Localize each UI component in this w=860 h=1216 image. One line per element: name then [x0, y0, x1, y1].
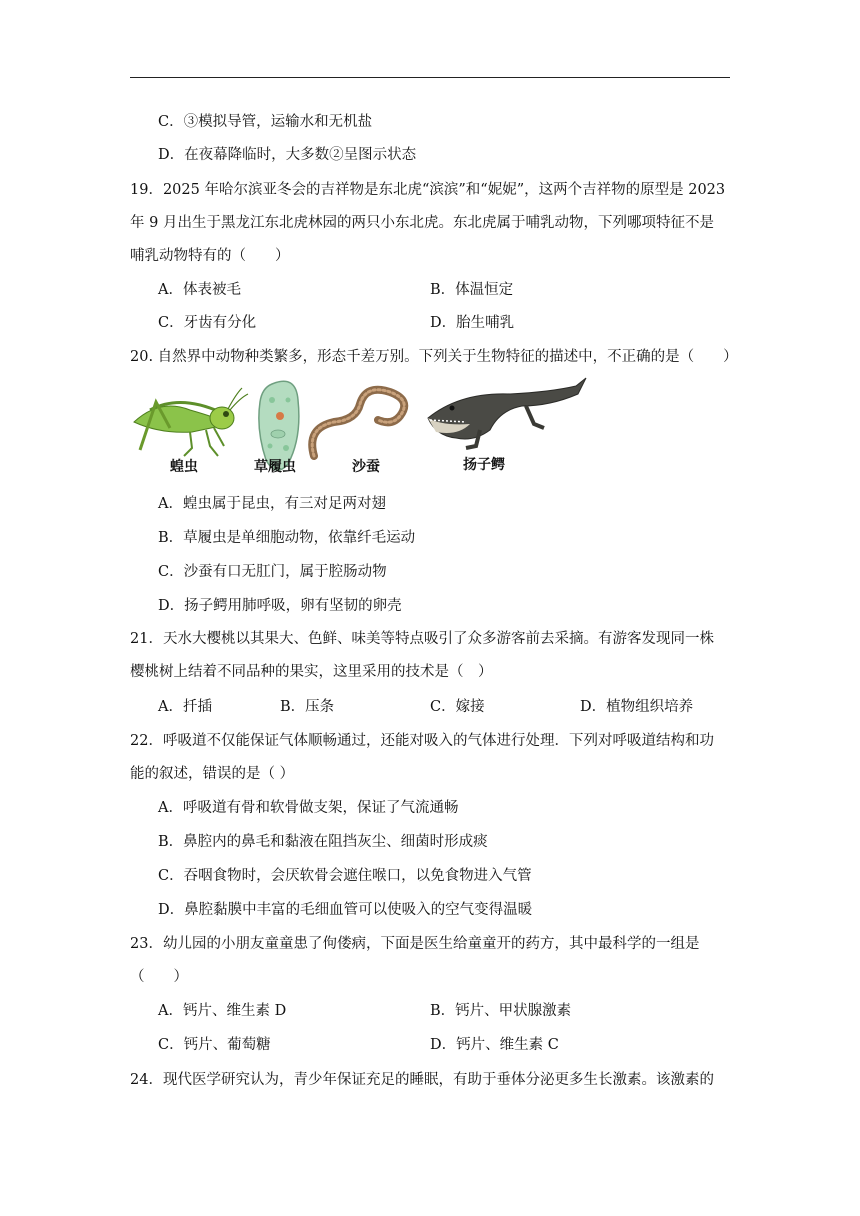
q22-line-2: 能的叙述，错误的是（ ） — [130, 766, 295, 782]
q21-option-b: B．压条 — [280, 699, 335, 715]
q23-option-c: C．钙片、葡萄糖 — [158, 1037, 271, 1053]
q23-line-2: （ ） — [130, 969, 188, 985]
q19-line-3: 哺乳动物特有的（ ） — [130, 248, 290, 264]
q22-option-c: C．吞咽食物时，会厌软骨会遮住喉口，以免食物进入气管 — [158, 868, 532, 884]
q19-line-1: 19．2025 年哈尔滨亚冬会的吉祥物是东北虎“滨滨”和“妮妮”，这两个吉祥物的原型是 2023 — [130, 182, 726, 198]
ragworm-image — [312, 390, 404, 456]
q21-line-2: 樱桃树上结着不同品种的果实，这里采用的技术是（ ） — [130, 664, 493, 680]
q20-option-c: C．沙蚕有口无肛门，属于腔肠动物 — [158, 564, 387, 580]
q18-option-c: C．③模拟导管，运输水和无机盐 — [158, 114, 373, 130]
q20-option-d: D．扬子鳄用肺呼吸，卵有坚韧的卵壳 — [158, 598, 402, 614]
q23-line-1: 23．幼儿园的小朋友童童患了佝偻病，下面是医生给童童开的药方，其中最科学的一组是 — [130, 936, 700, 952]
q23-option-a: A．钙片、维生素 D — [158, 1003, 287, 1019]
q19-option-c: C．牙齿有分化 — [158, 315, 257, 331]
q23-option-b: B．钙片、甲状腺激素 — [430, 1003, 572, 1019]
alligator-image — [428, 378, 586, 448]
q21-line-1: 21．天水大樱桃以其果大、色鲜、味美等特点吸引了众多游客前去采摘。有游客发现同一株 — [130, 631, 714, 647]
q22-option-d: D．鼻腔黏膜中丰富的毛细血管可以使吸入的空气变得温暖 — [158, 902, 533, 918]
q19-line-2: 年 9 月出生于黑龙江东北虎林园的两只小东北虎。东北虎属于哺乳动物，下列哪项特征不是 — [130, 215, 714, 231]
q20-option-b: B．草履虫是单细胞动物，依靠纤毛运动 — [158, 530, 416, 546]
q19-option-d: D．胎生哺乳 — [430, 315, 515, 331]
caption-alligator: 扬子鳄 — [463, 457, 505, 473]
q19-option-a: A．体表被毛 — [158, 282, 241, 298]
q23-option-d: D．钙片、维生素 C — [430, 1037, 559, 1053]
grasshopper-image — [134, 388, 248, 456]
q19-option-b: B．体温恒定 — [430, 282, 514, 298]
animals-figure — [130, 376, 600, 480]
q24-line-1: 24．现代医学研究认为，青少年保证充足的睡眠，有助于垂体分泌更多生长激素。该激素的 — [130, 1072, 714, 1088]
caption-ragworm: 沙蚕 — [352, 459, 380, 475]
q20-option-a: A．蝗虫属于昆虫，有三对足两对翅 — [158, 496, 386, 512]
q21-option-c: C．嫁接 — [430, 699, 485, 715]
header-rule — [130, 77, 730, 78]
q22-line-1: 22．呼吸道不仅能保证气体顺畅通过，还能对吸入的气体进行处理．下列对呼吸道结构和功 — [130, 733, 714, 749]
q22-option-a: A．呼吸道有骨和软骨做支架，保证了气流通畅 — [158, 800, 459, 816]
q21-option-d: D．植物组织培养 — [580, 699, 694, 715]
q21-option-a: A．扦插 — [158, 699, 212, 715]
q18-option-d: D．在夜幕降临时，大多数②呈图示状态 — [158, 147, 417, 163]
caption-grasshopper: 蝗虫 — [170, 459, 198, 475]
caption-paramecium: 草履虫 — [254, 459, 296, 475]
q20-line-1: 20. 自然界中动物种类繁多，形态千差万别。下列关于生物特征的描述中，不正确的是（ ） — [130, 349, 738, 365]
q22-option-b: B．鼻腔内的鼻毛和黏液在阻挡灰尘、细菌时形成痰 — [158, 834, 488, 850]
